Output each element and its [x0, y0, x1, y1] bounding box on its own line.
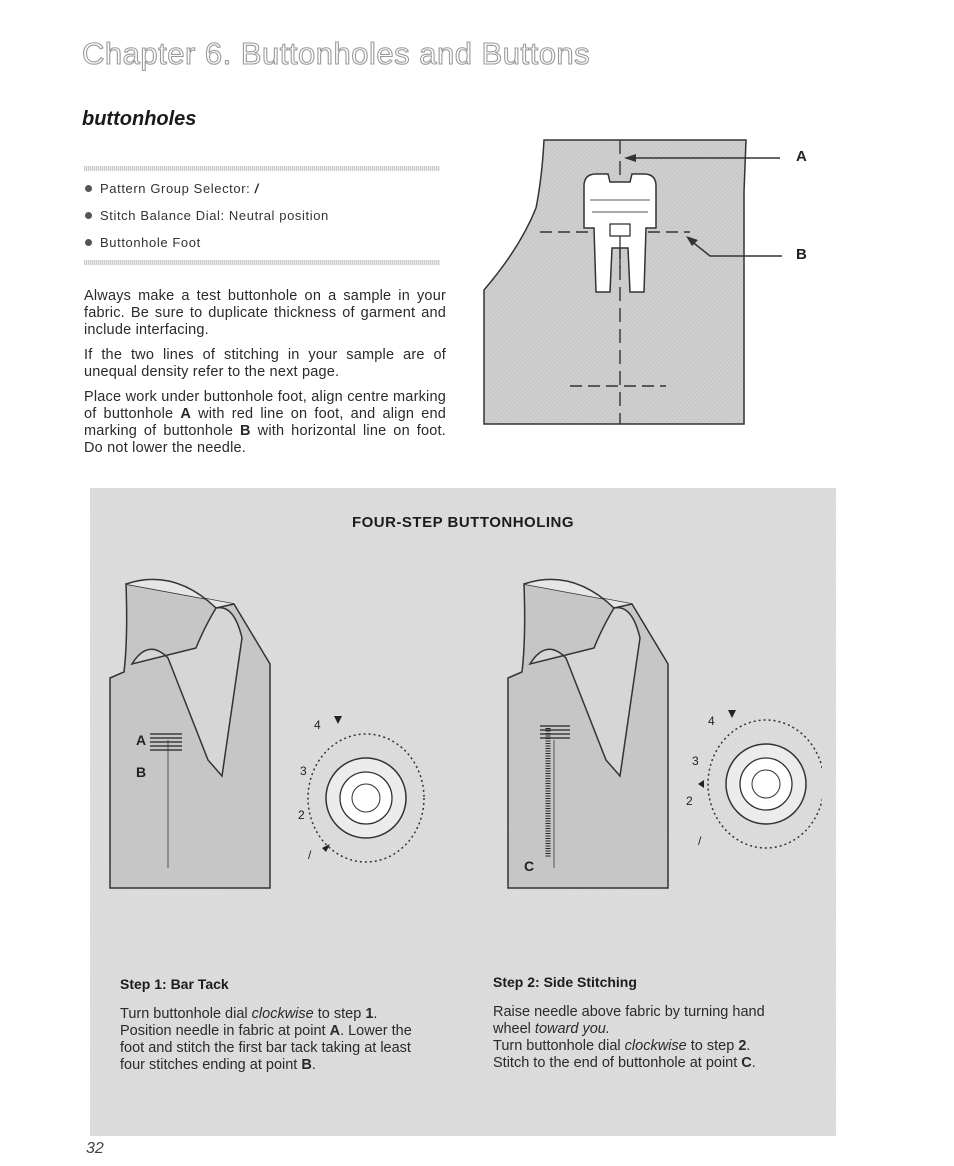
- step2-label-c: C: [524, 858, 535, 874]
- step2-text: [493, 974, 789, 1072]
- step1-body: Turn buttonhole dial clockwise to step 1. Position needle in fabric at point A. Lower the foot and stitch the first bar tack taking at least four stitches ending at point B.: [120, 1006, 412, 1073]
- setting-buttonhole-foot: [84, 234, 444, 261]
- settings-list: [84, 180, 444, 261]
- step1-diagram: [104, 568, 434, 898]
- step2-body: Raise needle above fabric by turning hand wheel toward you. Turn buttonhole dial clockwise to step 2. Stitch to the end of buttonhole at point C.: [493, 1004, 765, 1071]
- setting-label: Pattern Group Selector:: [100, 181, 251, 196]
- step2-diagram: [502, 568, 822, 898]
- intro-paragraph-3: Place work under buttonhole foot, align centre marking of buttonhole A with red line on foot, and align end marking of buttonhole B with horizontal line on foot. Do not lower the needle.: [84, 389, 446, 456]
- step1-label-a: A: [136, 732, 147, 748]
- step2-illustration: [502, 568, 822, 898]
- setting-label: Buttonhole Foot: [100, 235, 201, 250]
- label-b: B: [796, 246, 807, 263]
- bullet-icon: [85, 212, 92, 219]
- step2-dial: [698, 710, 822, 848]
- dial-label-3: 3: [692, 754, 699, 768]
- setting-pattern-selector: [84, 180, 444, 207]
- setting-value: /: [254, 181, 259, 196]
- four-step-panel: [90, 488, 836, 1136]
- divider-top: [84, 166, 440, 171]
- bullet-icon: [85, 239, 92, 246]
- bullet-icon: [85, 185, 92, 192]
- dial-label-4: 4: [314, 718, 321, 732]
- step1-text: [120, 976, 416, 1074]
- page-number: 32: [86, 1140, 104, 1157]
- panel-title: FOUR-STEP BUTTONHOLING: [351, 514, 575, 531]
- section-title: buttonholes: [82, 108, 197, 130]
- step1-dial: [308, 716, 424, 862]
- buttonhole-foot-illustration: [480, 128, 820, 428]
- intro-text: [84, 288, 446, 465]
- label-a: A: [796, 148, 807, 165]
- setting-stitch-balance: [84, 207, 444, 234]
- step1-label-b: B: [136, 764, 147, 780]
- divider-bottom: [84, 260, 440, 265]
- dial-label-2: 2: [298, 808, 305, 822]
- foot-diagram: [480, 128, 820, 428]
- intro-paragraph-2: If the two lines of stitching in your sample are of unequal density refer to the next page.: [84, 347, 446, 380]
- setting-label: Stitch Balance Dial: Neutral position: [100, 208, 329, 223]
- dial-label-4: 4: [708, 714, 715, 728]
- step2-heading: Step 2: Side Stitching: [493, 974, 637, 990]
- dial-label-1: /: [698, 834, 702, 848]
- step1-illustration: [104, 568, 434, 898]
- dial-label-2: 2: [686, 794, 693, 808]
- intro-paragraph-1: Always make a test buttonhole on a sample in your fabric. Be sure to duplicate thickness of garment and include interfacing.: [84, 288, 446, 338]
- dial-label-1: /: [308, 848, 312, 862]
- step1-heading: Step 1: Bar Tack: [120, 976, 229, 992]
- chapter-title: Chapter 6. Buttonholes and Buttons: [82, 36, 591, 71]
- dial-label-3: 3: [300, 764, 307, 778]
